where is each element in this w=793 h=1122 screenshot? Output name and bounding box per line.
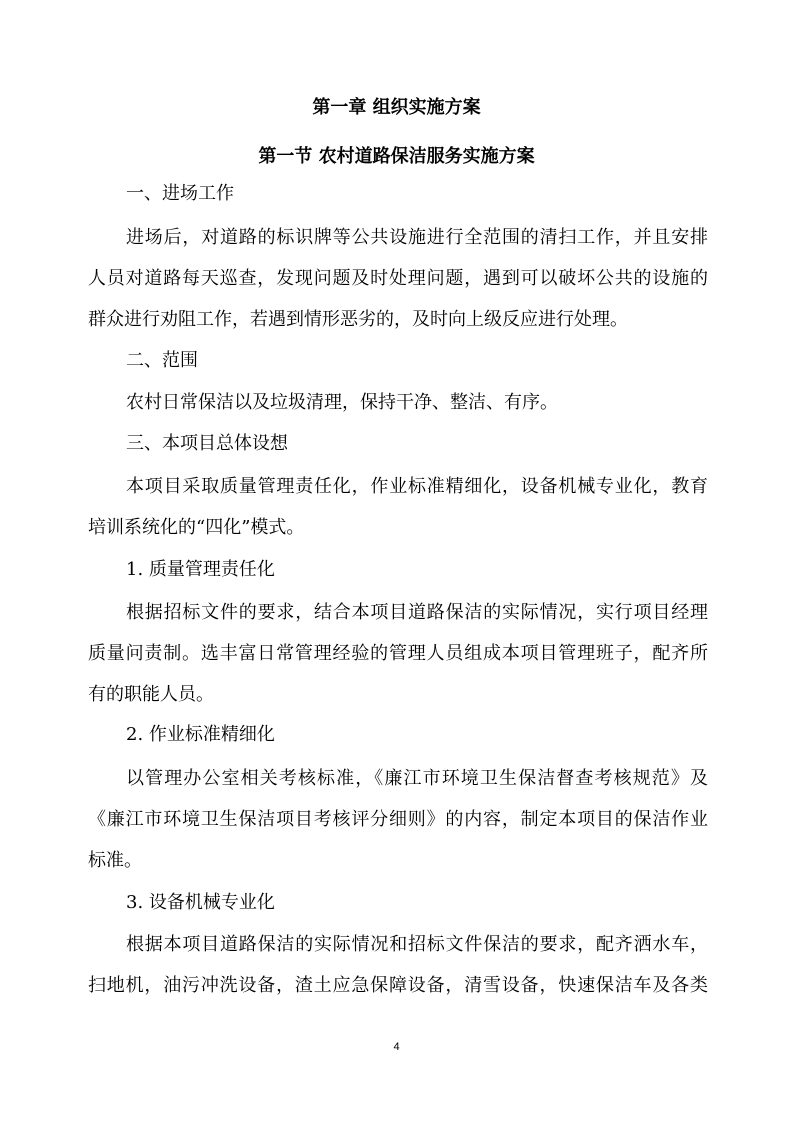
paragraph-line: 有的职能人员。 <box>88 684 214 705</box>
paragraph-line: 根据本项目道路保洁的实际情况和招标文件保洁的要求，配齐洒水车， <box>126 934 708 955</box>
paragraph-line: 农村日常保洁以及垃圾清理，保持干净、整洁、有序。 <box>126 392 558 413</box>
paragraph-line: 扫地机，油污冲洗设备，渣土应急保障设备，清雪设备，快速保洁车及各类 <box>88 975 708 996</box>
paragraph-line: 质量问责制。选丰富日常管理经验的管理人员组成本项目管理班子，配齐所 <box>88 643 708 664</box>
chapter-title: 第一章 组织实施方案 <box>312 97 481 118</box>
heading-scope: 二、范围 <box>126 350 198 371</box>
paragraph-line: 《廉江市环境卫生保洁项目考核评分细则》的内容，制定本项目的保洁作业 <box>88 809 708 830</box>
paragraph-line: 标准。 <box>88 850 142 871</box>
paragraph-line: 进场后，对道路的标识牌等公共设施进行全范围的清扫工作，并且安排 <box>126 227 708 248</box>
item-title-quality: 1. 质量管理责任化 <box>126 559 275 580</box>
paragraph-line: 根据招标文件的要求，结合本项目道路保洁的实际情况，实行项目经理 <box>126 602 708 623</box>
heading-overall-plan: 三、本项目总体设想 <box>126 433 288 454</box>
paragraph-line: 人员对道路每天巡查，发现问题及时处理问题，遇到可以破坏公共的设施的 <box>88 268 708 289</box>
paragraph-line: 群众进行劝阻工作，若遇到情形恶劣的，及时向上级反应进行处理。 <box>88 309 628 330</box>
paragraph-line: 以管理办公室相关考核标准，《廉江市环境卫生保洁督查考核规范》及 <box>126 768 708 789</box>
item-title-standards: 2. 作业标准精细化 <box>126 724 275 745</box>
page-number: 4 <box>393 1041 400 1053</box>
heading-entry-work: 一、进场工作 <box>126 183 234 204</box>
item-title-equipment: 3. 设备机械专业化 <box>126 892 275 913</box>
paragraph-line: 本项目采取质量管理责任化，作业标准精细化，设备机械专业化，教育 <box>126 476 708 497</box>
paragraph-line: 培训系统化的“四化”模式。 <box>88 517 305 538</box>
section-title: 第一节 农村道路保洁服务实施方案 <box>258 146 535 167</box>
